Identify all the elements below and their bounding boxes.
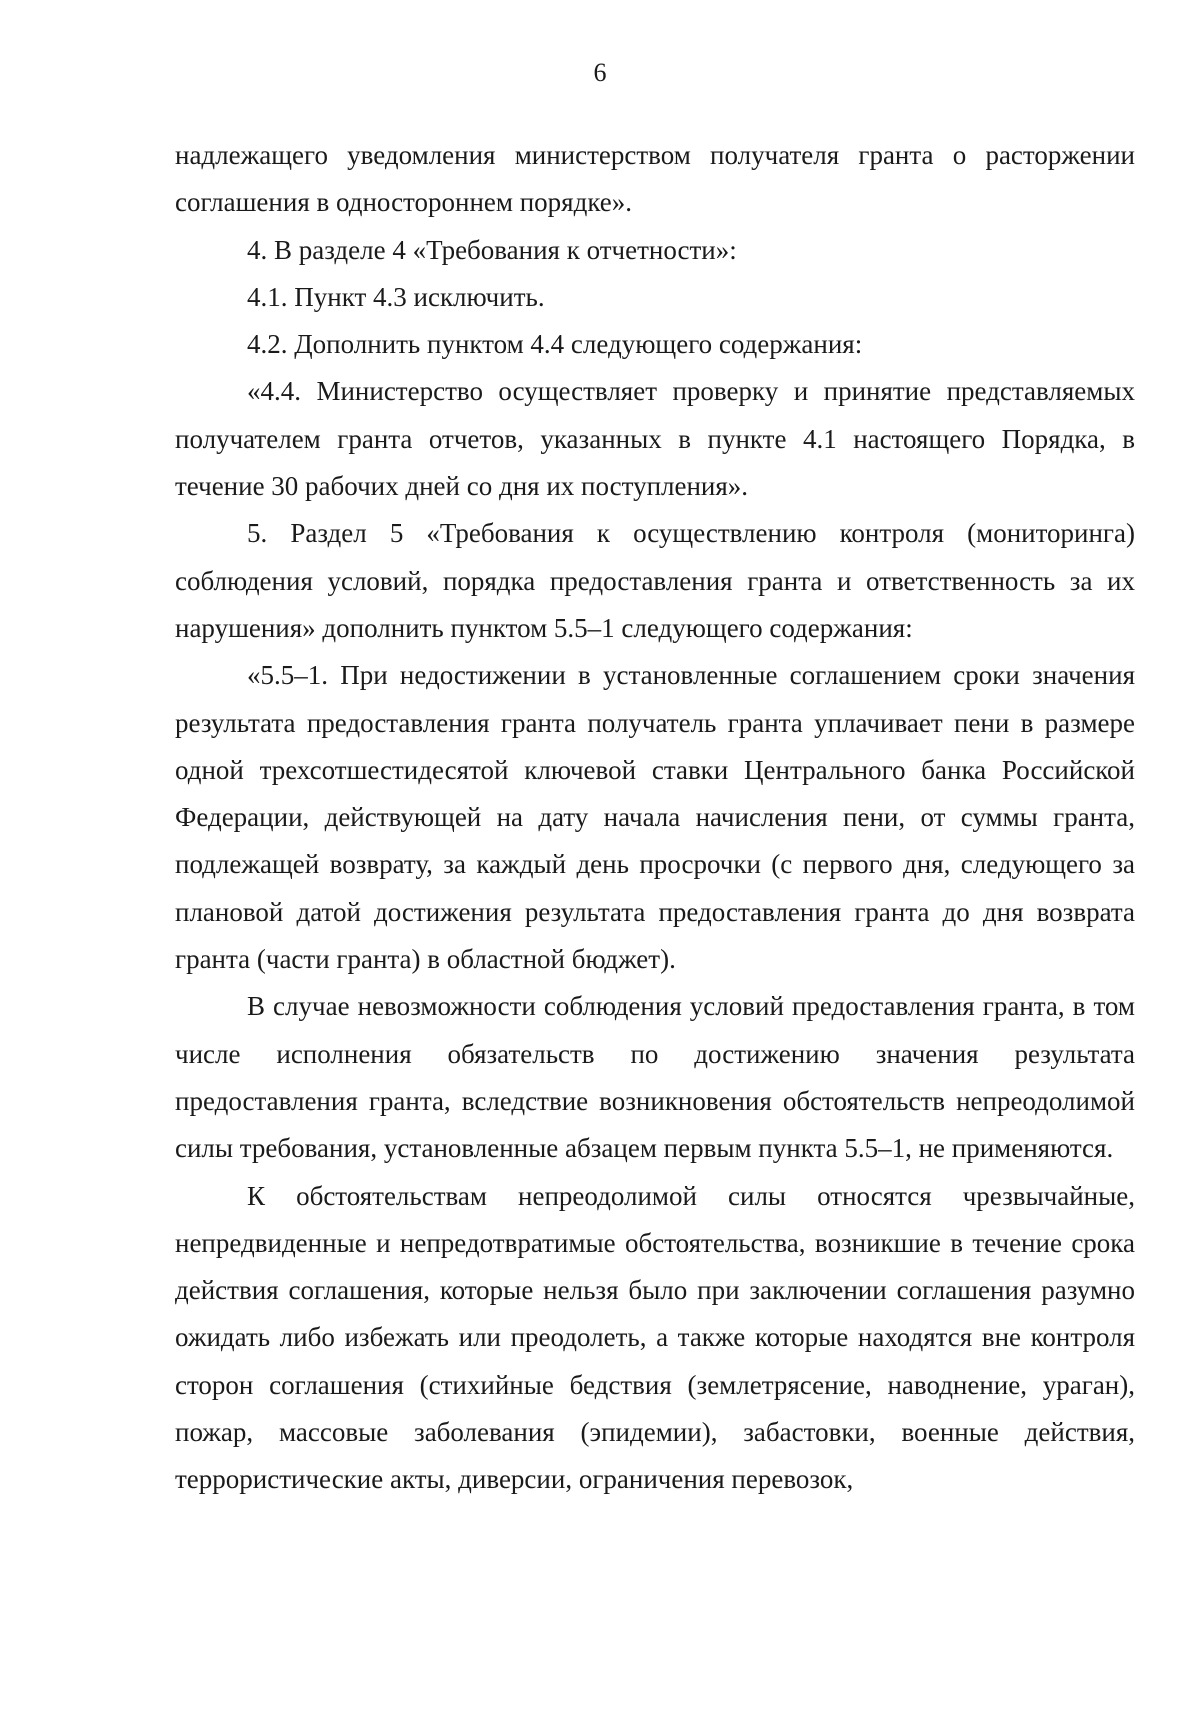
paragraph-section-4: 4. В разделе 4 «Требования к отчетности»:	[247, 234, 737, 265]
page-number: 6	[593, 58, 607, 87]
paragraph-item-5-5-1: «5.5–1. При недостижении в установленные соглашением сроки значения результата предоставления гранта получатель гранта уплачивает пени в размере одной трехсотшестидесятой ключевой ставки Центрального банка Российской Федерации, действующей на дату начала начисления пени, от суммы гранта, подлежащей возврату, за каждый день просрочки (с первого дня, следующего за плановой датой достижения результата предоставления гранта до дня возврата гранта (части гранта) в областной бюджет).	[175, 660, 1135, 975]
paragraph-item-4-1: 4.1. Пункт 4.3 исключить.	[247, 281, 545, 312]
paragraph-force-majeure-exception: В случае невозможности соблюдения условий предоставления гранта, в том числе исполнения обязательств по достижению значения результата предоставления гранта, вследствие возникновения обстоятельств непреодолимой силы требования, установленные абзацем первым пункта 5.5–1, не применяются.	[175, 991, 1135, 1164]
paragraph-item-4-2: 4.2. Дополнить пунктом 4.4 следующего содержания:	[247, 329, 863, 360]
paragraph-section-5: 5. Раздел 5 «Требования к осуществлению контроля (мониторинга) соблюдения условий, порядка предоставления гранта и ответственность за их нарушения» дополнить пунктом 5.5–1 следующего содержания:	[175, 518, 1135, 643]
paragraph-item-4-4: «4.4. Министерство осуществляет проверку и принятие представляемых получателем гранта отчетов, указанных в пункте 4.1 настоящего Порядка, в течение 30 рабочих дней со дня их поступления».	[175, 376, 1135, 502]
document-body	[175, 132, 1135, 1504]
paragraph-force-majeure-definition: К обстоятельствам непреодолимой силы относятся чрезвычайные, непредвиденные и непредотвратимые обстоятельства, возникшие в течение срока действия соглашения, которые нельзя было при заключении соглашения разумно ожидать либо избежать или преодолеть, а также которые находятся вне контроля сторон соглашения (стихийные бедствия (землетрясение, наводнение, ураган), пожар, массовые заболевания (эпидемии), забастовки, военные действия, террористические акты, диверсии, ограничения перевозок,	[175, 1180, 1135, 1495]
paragraph-continuation: надлежащего уведомления министерством получателя гранта о расторжении соглашения в одностороннем порядке».	[175, 140, 1135, 218]
